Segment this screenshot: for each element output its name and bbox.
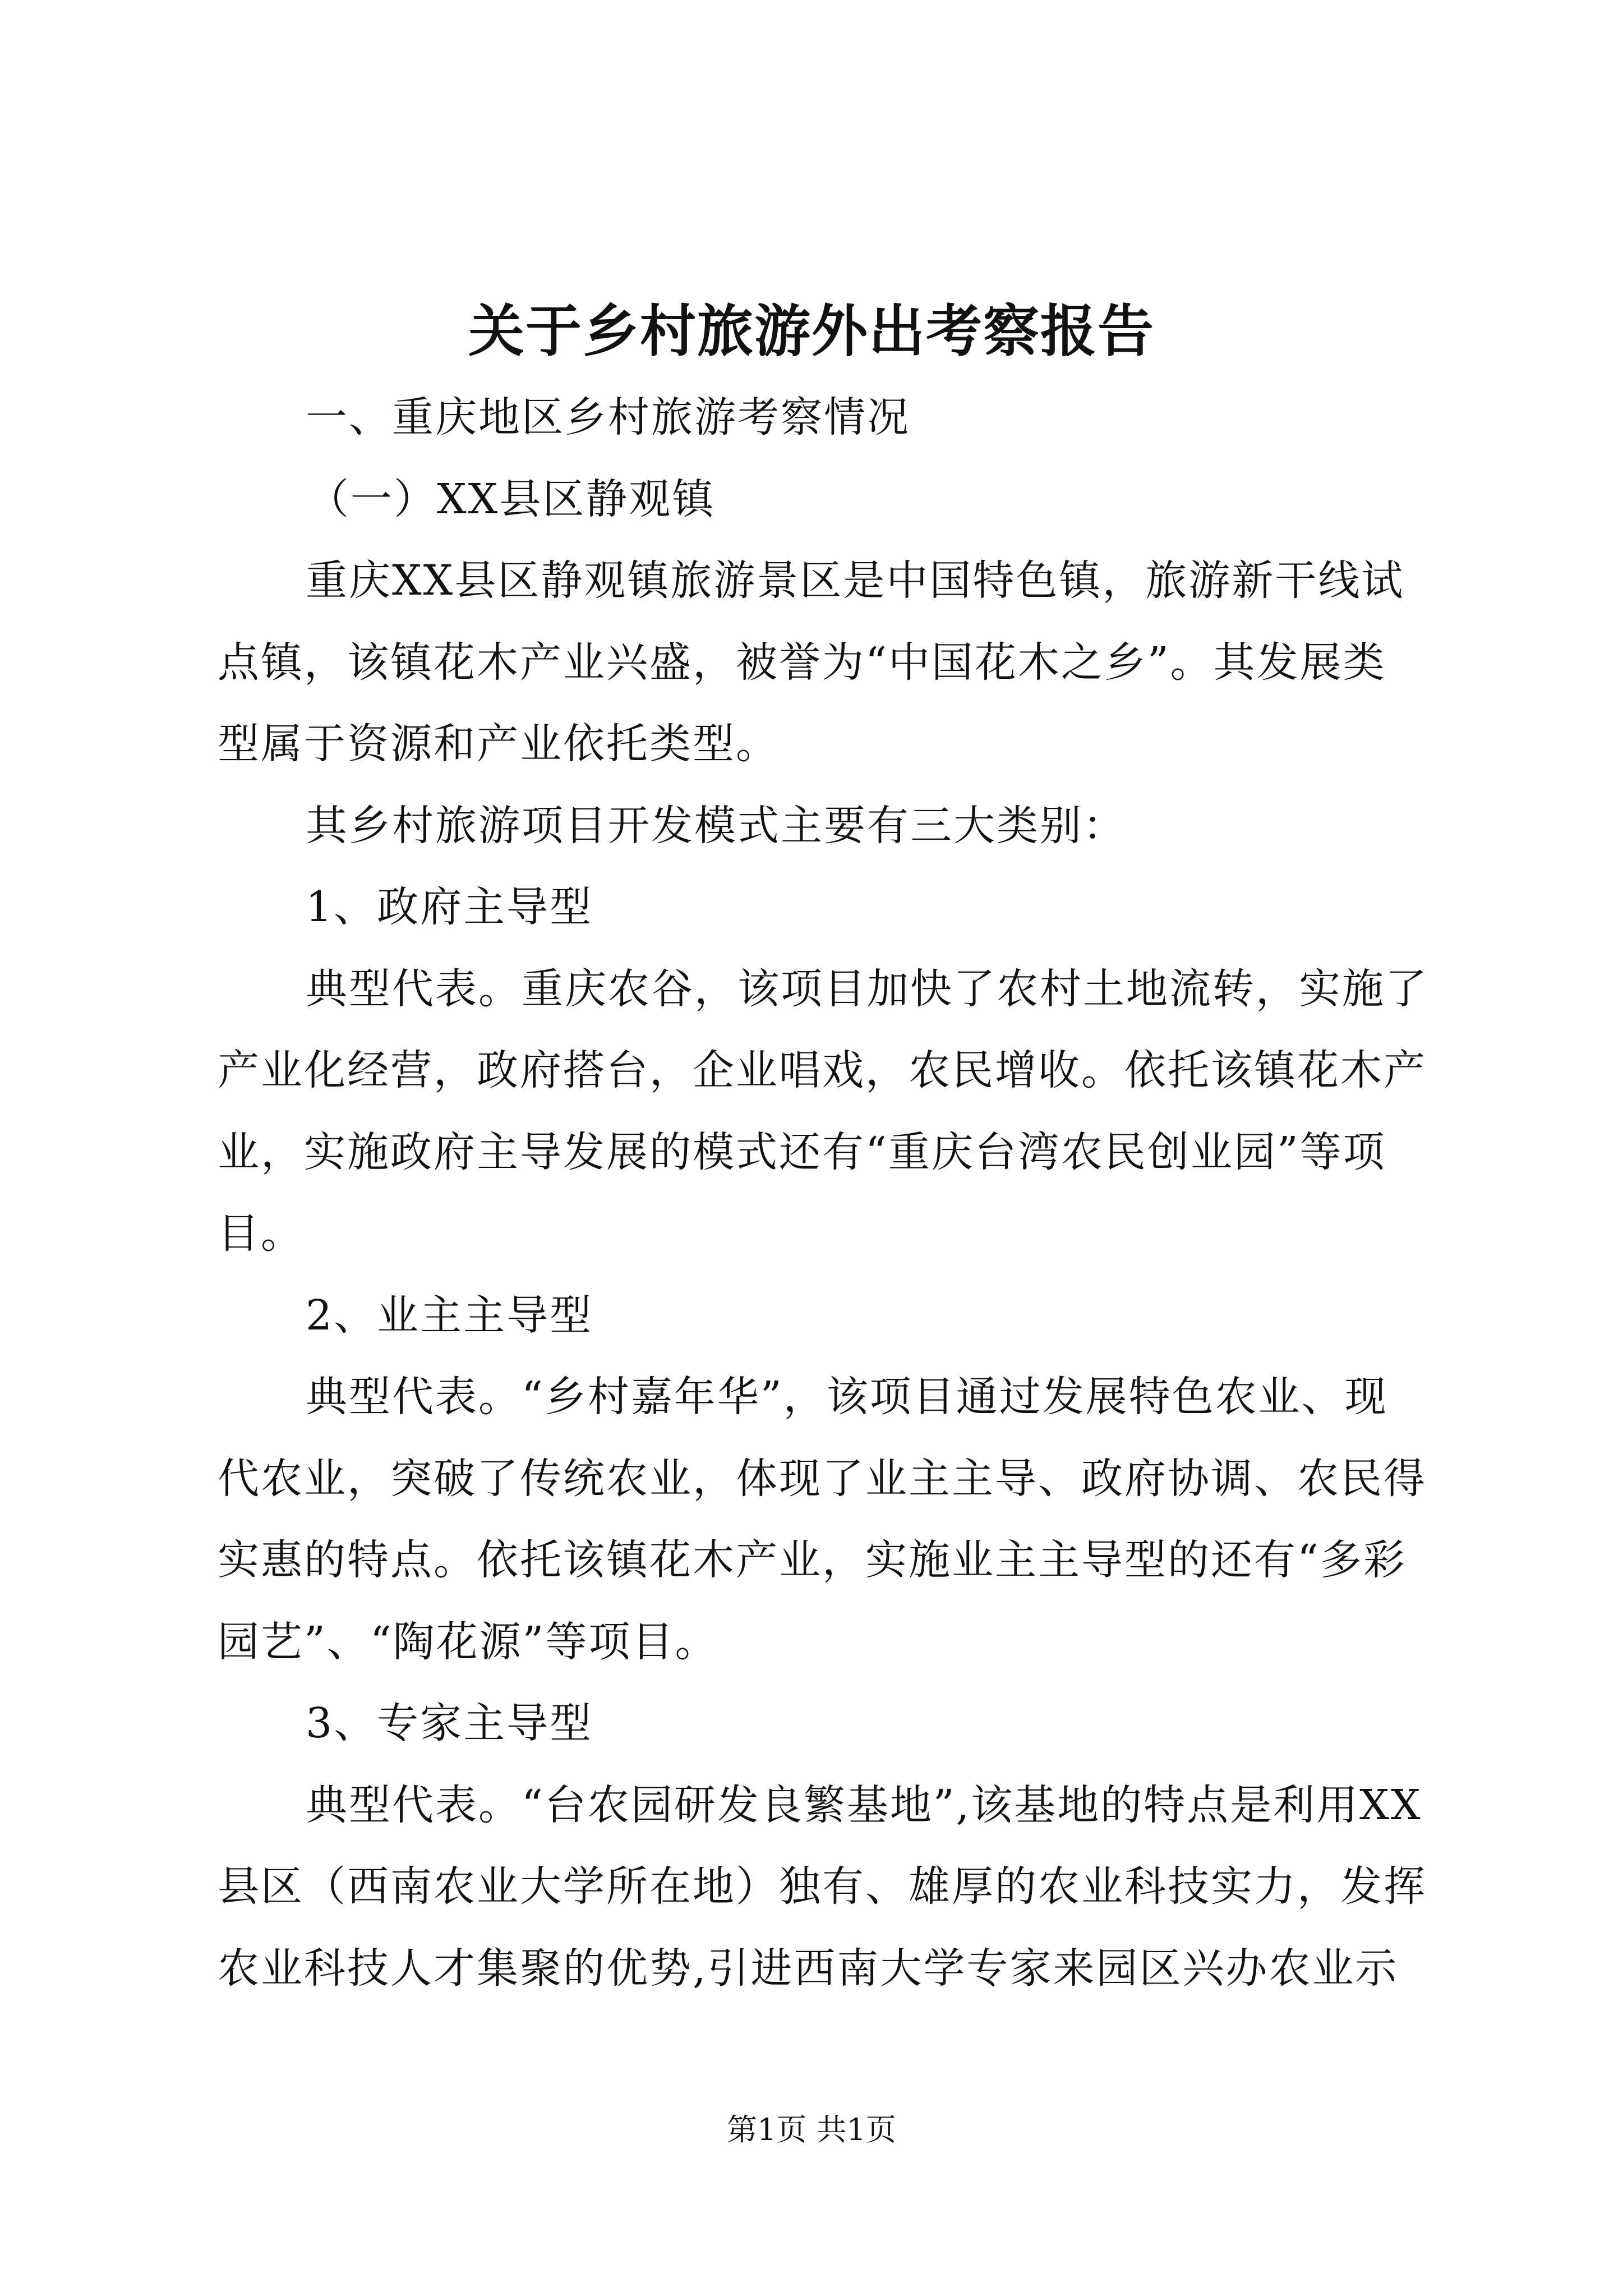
paragraph-line: 实惠的特点。依托该镇花木产业，实施业主主导型的还有“多彩	[218, 1536, 1407, 1584]
subsection-heading: （一）XX县区静观镇	[307, 475, 716, 523]
paragraph-line: 目。	[218, 1209, 304, 1258]
paragraph-line: 园艺”、“陶花源”等项目。	[218, 1617, 718, 1666]
paragraph-line: 代农业，突破了传统农业，体现了业主主导、政府协调、农民得	[218, 1454, 1427, 1503]
paragraph-line: 重庆XX县区静观镇旅游景区是中国特色镇，旅游新干线试	[306, 556, 1405, 605]
paragraph-line: 农业科技人才集聚的优势,引进西南大学专家来园区兴办农业示	[218, 1944, 1399, 1993]
paragraph-line: 典型代表。“台农园研发良繁基地”,该基地的特点是利用XX	[306, 1780, 1422, 1829]
list-heading: 1、政府主导型	[306, 883, 593, 931]
section-heading: 一、重庆地区乡村旅游考察情况	[306, 393, 910, 441]
paragraph-line: 其乡村旅游项目开发模式主要有三大类别：	[306, 801, 1126, 850]
page-number-footer: 第1页 共1页	[727, 2112, 896, 2147]
paragraph-line: 典型代表。“乡村嘉年华”，该项目通过发展特色农业、现	[306, 1373, 1388, 1421]
list-heading: 3、专家主导型	[306, 1699, 593, 1747]
document-title: 关于乡村旅游外出考察报告	[468, 298, 1155, 364]
list-heading: 2、业主主导型	[306, 1291, 593, 1340]
paragraph-line: 点镇，该镇花木产业兴盛，被誉为“中国花木之乡”。其发展类	[218, 638, 1386, 687]
paragraph-line: 型属于资源和产业依托类型。	[218, 720, 779, 768]
paragraph-line: 县区（西南农业大学所在地）独有、雄厚的农业科技实力，发挥	[218, 1862, 1427, 1911]
paragraph-line: 业，实施政府主导发展的模式还有“重庆台湾农民创业园”等项	[218, 1128, 1386, 1176]
document-body	[218, 377, 1440, 2009]
paragraph-line: 产业化经营，政府搭台，企业唱戏，农民增收。依托该镇花木产	[218, 1046, 1427, 1094]
paragraph-line: 典型代表。重庆农谷，该项目加快了农村土地流转，实施了	[306, 964, 1428, 1013]
